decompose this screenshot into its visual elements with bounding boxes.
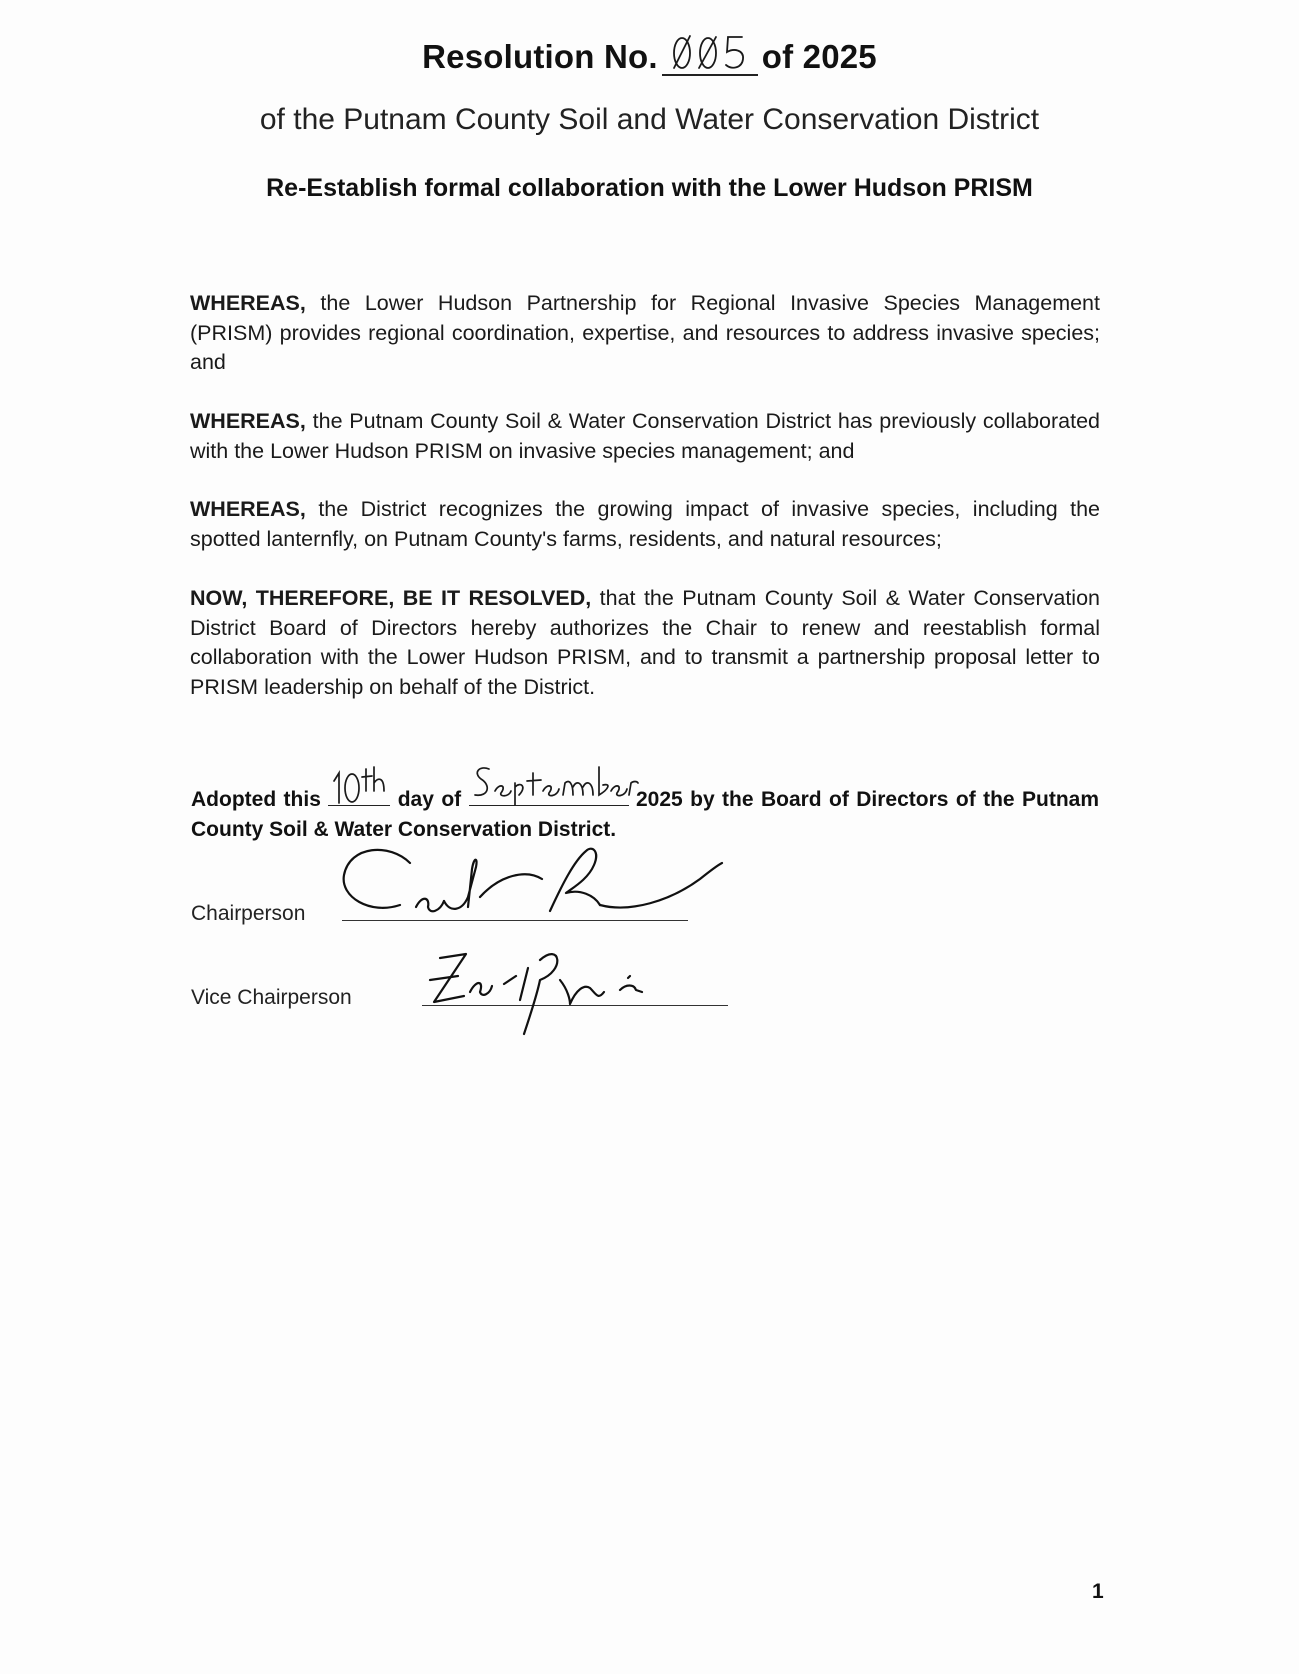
paragraph-lead: WHEREAS,	[190, 291, 306, 315]
whereas-paragraph-1	[190, 289, 1100, 378]
resolution-title	[0, 38, 1299, 76]
handwritten-resolution-number	[668, 28, 754, 76]
paragraph-text: that the Putnam County Soil & Water Conservation District Board of Directors hereby authorizes the Chair to renew and reestablish formal collaboration with the Lower Hudson PRISM, and to transmit a partnership proposal letter to PRISM leadership on behalf of the District.	[190, 586, 1100, 699]
paragraph-lead: WHEREAS,	[190, 497, 306, 521]
title-prefix: Resolution No.	[422, 38, 658, 75]
resolution-heading: Re-Establish formal collaboration with the Lower Hudson PRISM	[266, 174, 1033, 202]
vice-chairperson-label: Vice Chairperson	[191, 986, 352, 1009]
handwritten-month	[469, 761, 639, 807]
paragraph-lead: WHEREAS,	[190, 409, 306, 433]
whereas-paragraph-3	[190, 495, 1100, 554]
chairperson-label: Chairperson	[191, 902, 306, 925]
vice-chairperson-signature	[420, 940, 720, 1040]
paragraph-lead: NOW, THEREFORE, BE IT RESOLVED,	[190, 586, 592, 610]
adopted-text-1: Adopted this	[191, 788, 321, 811]
adopted-text-2: day of	[397, 788, 462, 811]
adopted-month-field	[469, 783, 629, 806]
title-suffix: of 2025	[761, 38, 877, 75]
chairperson-signature	[330, 835, 730, 935]
page-number: 1	[1092, 1580, 1104, 1603]
adopted-day-field	[328, 783, 390, 806]
paragraph-text: the Lower Hudson Partnership for Regional Invasive Species Management (PRISM) provides regional coordination, expertise, and resources to address invasive species; and	[190, 291, 1100, 374]
handwritten-day	[328, 761, 394, 807]
paragraph-text: the District recognizes the growing impact of invasive species, including the spotted lanternfly, on Putnam County's farms, residents, and natural resources;	[190, 497, 1100, 551]
district-subtitle: of the Putnam County Soil and Water Conservation District	[259, 103, 1040, 136]
paragraph-text: the Putnam County Soil & Water Conservation District has previously collaborated with the Lower Hudson PRISM on invasive species management; and	[190, 409, 1100, 463]
whereas-paragraph-2	[190, 407, 1100, 466]
resolution-number-field	[662, 40, 758, 76]
adopted-text-3: 2025 by the Board of Directors of the Putnam County Soil & Water Conservation District.	[191, 788, 1100, 841]
resolved-paragraph	[190, 584, 1100, 702]
